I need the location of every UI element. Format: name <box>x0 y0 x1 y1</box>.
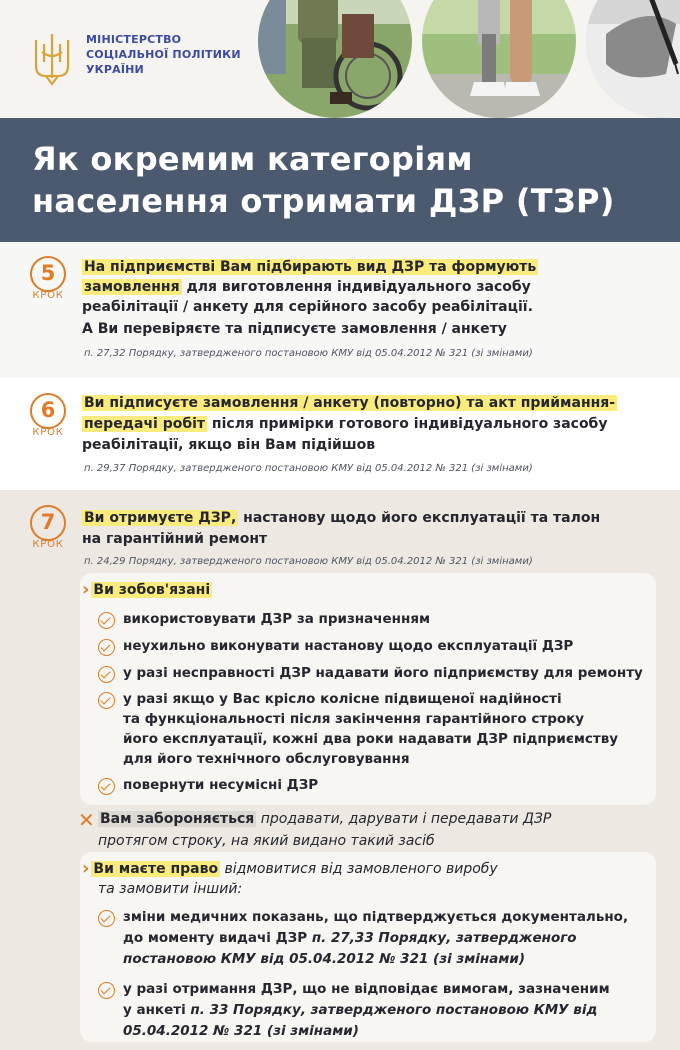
obliged-item: та функціональності після закінчення гарантійного строку <box>123 711 585 727</box>
ministry-name: МІНІСТЕРСТВО СОЦІАЛЬНОЇ ПОЛІТИКИ УКРАЇНИ <box>86 33 241 76</box>
obliged-item: для його технічного обслуговування <box>123 751 410 767</box>
chevron-right-icon: › <box>82 579 90 600</box>
wheelchair-photo <box>258 0 412 118</box>
obliged-item: його експлуатації, кожні два роки надавати ДЗР підприємству <box>123 731 619 747</box>
step5-line3: реабілітації / анкету для серійного засобу реабілітації. <box>82 299 533 315</box>
check-icon <box>98 692 115 709</box>
prosthesis-photo <box>422 0 576 118</box>
rights-item: у анкеті п. 33 Порядку, затвердженого постановою КМУ від <box>123 1002 598 1018</box>
trident-emblem-icon <box>30 30 74 88</box>
obliged-card <box>80 573 656 805</box>
obliged-item: використовувати ДЗР за призначенням <box>123 611 431 627</box>
forbidden-line2: протягом строку, на який видано такий засіб <box>98 833 435 849</box>
obliged-item: у разі несправності ДЗР надавати його підприємству для ремонту <box>123 665 643 681</box>
step-label: КРОК <box>32 427 64 438</box>
check-icon <box>98 639 115 656</box>
step-label: КРОК <box>32 539 64 550</box>
rights-item: до моменту видачі ДЗР п. 27,33 Порядку, затвердженого <box>123 930 577 946</box>
page-title: Як окремим категоріям населення отримати ДЗР (ТЗР) <box>32 140 615 220</box>
check-icon <box>98 982 115 999</box>
step6-line2: передачі робіт після примірки готового індивідуального засобу <box>84 416 608 432</box>
obliged-item: неухильно виконувати настанову щодо експлуатації ДЗР <box>123 638 574 654</box>
check-icon <box>98 612 115 629</box>
rights-item: у разі отримання ДЗР, що не відповідає вимогам, зазначеним <box>123 981 610 997</box>
step7-line1: Ви отримуєте ДЗР, настанову щодо його експлуатації та талон <box>84 510 601 526</box>
rights-line2: та замовити інший: <box>98 881 243 897</box>
check-icon <box>98 778 115 795</box>
obliged-item: у разі якщо у Вас крісло колісне підвищеної надійності <box>123 691 562 707</box>
header <box>0 0 680 118</box>
check-icon <box>98 910 115 927</box>
rights-item: зміни медичних показань, що підтверджується документально, <box>123 909 629 925</box>
forbidden-line1: Вам забороняється продавати, дарувати і передавати ДЗР <box>100 811 552 827</box>
step7-line2: на гарантійний ремонт <box>82 531 268 547</box>
obliged-heading: › Ви зобов'язані <box>82 579 211 600</box>
hand-writing-photo <box>586 0 680 118</box>
rights-item: 05.04.2012 № 321 (зі змінами) <box>123 1023 359 1039</box>
step7-reference: п. 24,29 Порядку, затвердженого постановою КМУ від 05.04.2012 № 321 (зі змінами) <box>84 556 533 567</box>
step-label: КРОК <box>32 290 64 301</box>
check-icon <box>98 666 115 683</box>
chevron-right-icon: › <box>82 858 90 879</box>
step5-line4: А Ви перевіряєте та підписуєте замовлення / анкету <box>82 321 507 337</box>
step6-reference: п. 29,37 Порядку, затвердженого постановою КМУ від 05.04.2012 № 321 (зі змінами) <box>84 463 533 474</box>
title-banner <box>0 118 680 242</box>
step-number: 6 <box>30 393 66 429</box>
step6-line1: Ви підписуєте замовлення / анкету (повторно) та акт приймання- <box>84 395 616 411</box>
obliged-item: повернути несумісні ДЗР <box>123 777 319 793</box>
step5-line2: замовлення для виготовлення індивідуального засобу <box>84 279 531 295</box>
step-number: 7 <box>30 505 66 541</box>
rights-item: постановою КМУ від 05.04.2012 № 321 (зі змінами) <box>123 951 526 967</box>
step5-line1: На підприємстві Вам підбирають вид ДЗР та формують <box>84 259 537 275</box>
step-number: 5 <box>30 256 66 292</box>
rights-line1: › Ви маєте право відмовитися від замовленого виробу <box>82 858 498 879</box>
cross-icon: ✕ <box>78 808 95 832</box>
step6-line3: реабілітації, якщо він Вам підійшов <box>82 437 376 453</box>
step5-reference: п. 27,32 Порядку, затвердженого постановою КМУ від 05.04.2012 № 321 (зі змінами) <box>84 348 533 359</box>
